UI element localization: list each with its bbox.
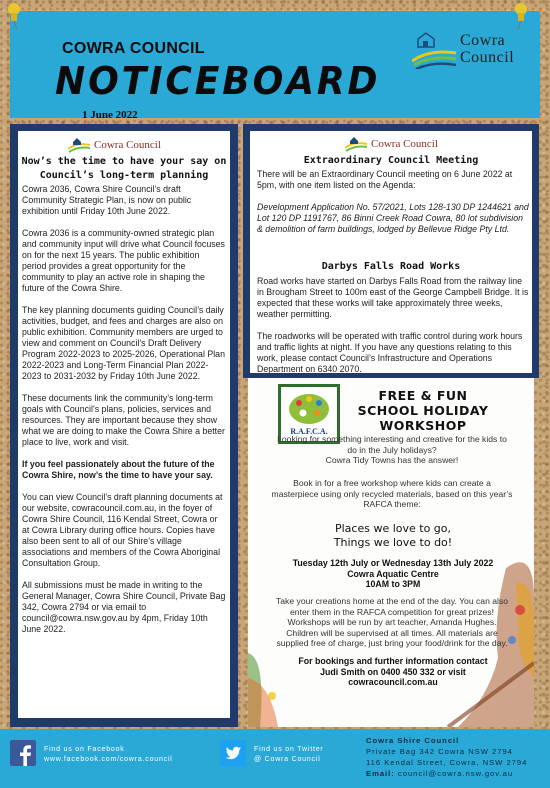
small-logo-text: Cowra Council <box>371 138 438 150</box>
postal-address: Private Bag 342 Cowra NSW 2794 <box>366 747 513 756</box>
small-council-logo <box>68 137 161 153</box>
text-line: Take your creations home at the end of the day. You can also <box>275 596 509 606</box>
theme-line: Things we love to do! <box>333 536 453 549</box>
email-label: Email: <box>366 769 395 778</box>
workshop-title-line: SCHOOL HOLIDAY <box>357 403 489 418</box>
twitter-icon[interactable] <box>220 740 246 766</box>
council-name: COWRA COUNCIL <box>62 40 205 57</box>
council-address <box>366 735 527 779</box>
schedule-line: Cowra Aquatic Centre <box>347 568 439 579</box>
logo-swoosh-icon <box>345 136 367 152</box>
contact-line: cowracouncil.com.au <box>348 677 438 687</box>
schedule-line: 10AM to 3PM <box>365 579 421 589</box>
planning-heading-line: Now’s the time to have your say on <box>21 156 227 167</box>
meeting-notice-content <box>250 131 532 373</box>
contact-line: For bookings and further information contact <box>298 656 488 666</box>
planning-heading-line: Council’s long-term planning <box>39 170 209 181</box>
theme-line: Places we love to go, <box>334 522 452 535</box>
facebook-label: Find us on Facebook <box>44 746 125 753</box>
planning-heading <box>18 155 230 183</box>
paragraph: Cowra 2036, Cowra Shire Council’s draft Community Strategic Plan, is now on public exhibition until Friday 10th June 2022. <box>22 184 192 216</box>
meeting-notice-panel <box>243 124 539 378</box>
text-line: Workshops will be run by art teacher, Amanda Hughes. <box>287 617 497 627</box>
logo-swoosh-icon <box>412 31 458 69</box>
text-line: Cowra Tidy Towns has the answer! <box>325 455 459 465</box>
paragraph: All submissions must be made in writing to the General Manager, Cowra Shire Council, Private Bag 342, Cowra 2794 or via email to council@cowra.nsw.gov.au by 4pm, Friday 10th June 2022. <box>22 580 226 634</box>
logo-swoosh-icon <box>68 137 90 153</box>
header-banner <box>10 11 540 121</box>
footer-bar <box>0 729 550 788</box>
paragraph: Cowra 2036 is a community-owned strategic plan and community input will drive what Council focuses on for the next 15 years. The public exhibition period provides a great opportunity for the community to play an active role in shaping the future of the Cowra Shire. <box>22 228 225 293</box>
text-line: enter them in the RAFCA competition for great prizes! <box>290 606 494 617</box>
rafca-badge-text: R.A.F.C.A. <box>290 427 328 436</box>
paragraph: If you feel passionately about the future of the Cowra Shire, now’s the time to have your say. <box>22 459 215 480</box>
planning-notice-content <box>18 131 230 718</box>
workshop-booking-info <box>260 478 524 510</box>
twitter-handle[interactable]: @ Cowra Council <box>254 756 321 763</box>
schedule-line: Tuesday 12th July or Wednesday 13th July 2022 <box>292 558 494 568</box>
street-address: 116 Kendal Street, Cowra, NSW 2794 <box>366 758 528 767</box>
facebook-url[interactable]: www.facebook.com/cowra.council <box>44 756 173 763</box>
issue-date: 1 June 2022 <box>82 109 138 121</box>
meeting-body <box>257 169 529 235</box>
agenda-item: Development Application No. 57/2021, Lots 128-130 DP 1244621 and Lot 120 DP 1191767, 86 Binni Creek Road Cowra, 80 lot subdivision & demolition of farm buildings, lodged by Bellevue Ridge Pty Ltd. <box>257 202 529 234</box>
roads-heading: Darbys Falls Road Works <box>321 261 461 272</box>
cowra-council-logo <box>412 31 537 71</box>
small-council-logo <box>345 136 438 152</box>
workshop-title-line: FREE & FUN <box>378 388 468 403</box>
text-line: Children will be supervised at all times. All materials are <box>286 627 498 638</box>
workshop-intro <box>260 434 524 466</box>
workshop-details <box>260 596 524 649</box>
page-title: NOTICEBOARD <box>55 59 381 103</box>
paragraph: These documents link the community’s long-term goals with Council’s plans, policies, services and resources. They are important because they show what we are doing to make the Cowra Shire a better place to live, work and visit. <box>22 393 225 447</box>
logo-text-council: Council <box>460 49 515 66</box>
twitter-link[interactable] <box>254 745 324 765</box>
workshop-schedule <box>268 558 518 590</box>
logo-text-cowra: Cowra <box>460 32 506 49</box>
text-line: supplied free of charge, just bring your food/drink for the day. <box>276 638 508 648</box>
facebook-icon[interactable] <box>10 740 36 766</box>
workshop-contact <box>268 656 518 688</box>
text-line: RAFCA theme: <box>363 499 421 509</box>
org-name: Cowra Shire Council <box>366 736 460 745</box>
text-line: do in the July holidays? <box>347 444 437 455</box>
pushpin-icon <box>5 2 23 30</box>
pushpin-icon <box>512 2 530 30</box>
email-line <box>366 768 527 779</box>
email-address[interactable]: council@cowra.nsw.gov.au <box>397 769 514 778</box>
rafca-theme <box>268 522 518 550</box>
planning-body <box>22 184 226 646</box>
roads-body <box>257 276 529 373</box>
paragraph: Road works have started on Darbys Falls Road from the railway line in Brougham Street to 100m east of the George Campbell Bridge. It is expected that these works will take approximately three weeks, weather permitting. <box>257 276 529 319</box>
paragraph: You can view Council’s draft planning documents at our website, cowracouncil.com.au, in the foyer of Cowra Shire Council, 116 Kendal Street, Cowra or at Cowra Library during office hours. Copies have also been sent to all of our Shire’s village associations and members of the Cowra Aboriginal Consultation Group. <box>22 492 223 568</box>
text-line: Looking for something interesting and creative for the kids to <box>277 434 507 444</box>
paragraph: The key planning documents guiding Council’s daily activities, budget, and fees and charges are also on public exhibition. Community members are urged to view and comment on Council’s Draft Delivery Program 2022-2023 to 2025-2026, Operational Plan 2022-2023 and Long-Term Financial Plan 2022-2023 to 2031-2032 by Friday 10th June 2022. <box>22 305 225 381</box>
text-line: masterpiece using only recycled materials, based on this year’s <box>271 488 513 499</box>
paragraph: The roadworks will be operated with traffic control during work hours and traffic lights at night. If you have any questions relating to this work, please contact Council’s Infrastructure and Operations Department on 6340 2070. <box>257 331 523 373</box>
workshop-title-line: WORKSHOP <box>379 418 467 433</box>
facebook-link[interactable] <box>44 745 173 765</box>
paragraph: There will be an Extraordinary Council meeting on 6 June 2022 at 5pm, with one item listed on the Agenda: <box>257 169 513 190</box>
small-logo-text: Cowra Council <box>94 139 161 151</box>
meeting-heading: Extraordinary Council Meeting <box>303 155 479 166</box>
contact-line: Judi Smith on 0400 450 332 or visit <box>320 666 466 677</box>
twitter-label: Find us on Twitter <box>254 746 324 753</box>
planning-notice-panel <box>10 124 238 727</box>
text-line: Book in for a free workshop where kids can create a <box>293 478 491 488</box>
holiday-workshop-flyer <box>248 378 534 727</box>
